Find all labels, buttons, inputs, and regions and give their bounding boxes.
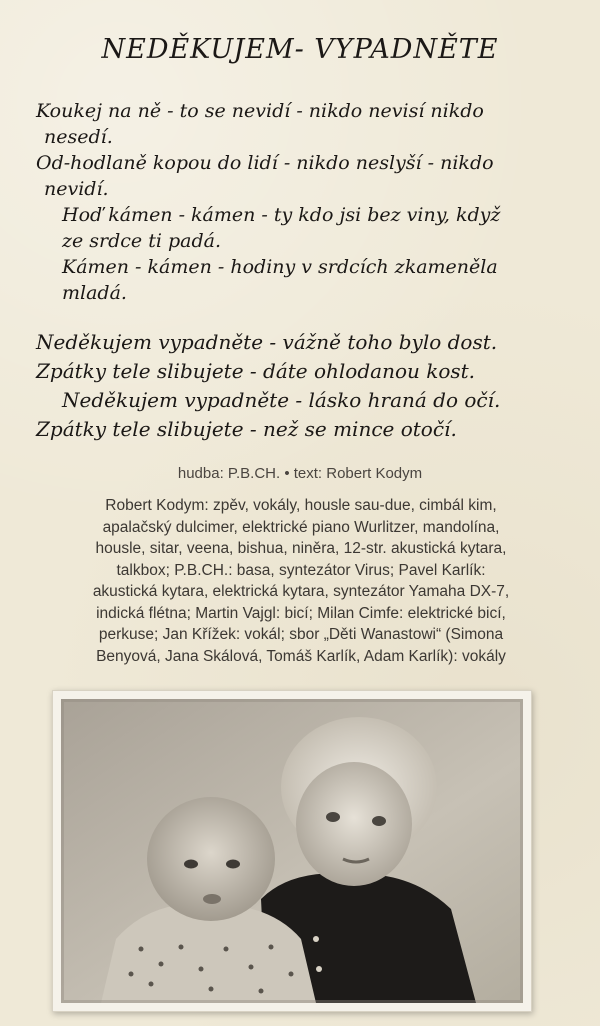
lyric-line: Koukej na ně - to se nevidí - nikdo nevisí nikdo (36, 100, 484, 122)
music-text-credit: hudba: P.B.CH. • text: Robert Kodym (177, 465, 423, 482)
photo-frame (52, 690, 532, 1012)
stanza-gap (36, 306, 576, 328)
credit-line: Benyová, Jana Skálová, Tomáš Karlík, Adam Karlík): vokály (96, 647, 506, 665)
chorus-line: Neděkujem vypadněte - vážně toho bylo dost. (36, 330, 498, 354)
lyric-line: Od-hodlaně kopou do lidí - nikdo neslyší - nikdo (36, 152, 494, 174)
song-title: NEDĚKUJEM- VYPADNĚTE (101, 34, 499, 65)
credit-line: apalačský dulcimer, elektrické piano Wurlitzer, mandolína, (102, 518, 500, 536)
lyric-line: mladá. (62, 282, 127, 304)
lyric-line: Hoď kámen - kámen - ty kdo jsi bez viny, když (62, 204, 501, 226)
chorus-line: Neděkujem vypadněte - lásko hraná do očí. (62, 388, 501, 412)
lyrics-block (36, 98, 576, 444)
chorus-line: Zpátky tele slibujete - dáte ohlodanou kost. (36, 359, 476, 383)
chorus-line: Zpátky tele slibujete - než se mince otočí. (36, 417, 457, 441)
lyric-line: nevidí. (44, 178, 109, 200)
credit-line: talkbox; P.B.CH.: basa, syntezátor Virus; Pavel Karlík: (116, 561, 486, 579)
lyric-line: ze srdce ti padá. (62, 230, 221, 252)
credit-line: indická flétna; Martin Vajgl: bicí; Milan Cimfe: elektrické bicí, (96, 604, 506, 622)
credit-line: akustická kytara, elektrická kytara, syntezátor Yamaha DX-7, (92, 583, 510, 600)
credit-line: Robert Kodym: zpěv, vokály, housle sau-due, cimbál kim, (105, 497, 497, 514)
musician-credits (34, 495, 568, 667)
lyric-line: Kámen - kámen - hodiny v srdcích zkameněla (62, 256, 498, 278)
credit-line: housle, sitar, veena, bishua, niněra, 12-str. akustická kytara, (95, 540, 507, 557)
credit-line: perkuse; Jan Křížek: vokál; sbor „Děti Wanastowi“ (Simona (98, 626, 504, 643)
lyric-line: nesedí. (44, 126, 113, 148)
childhood-photo (61, 699, 523, 1003)
